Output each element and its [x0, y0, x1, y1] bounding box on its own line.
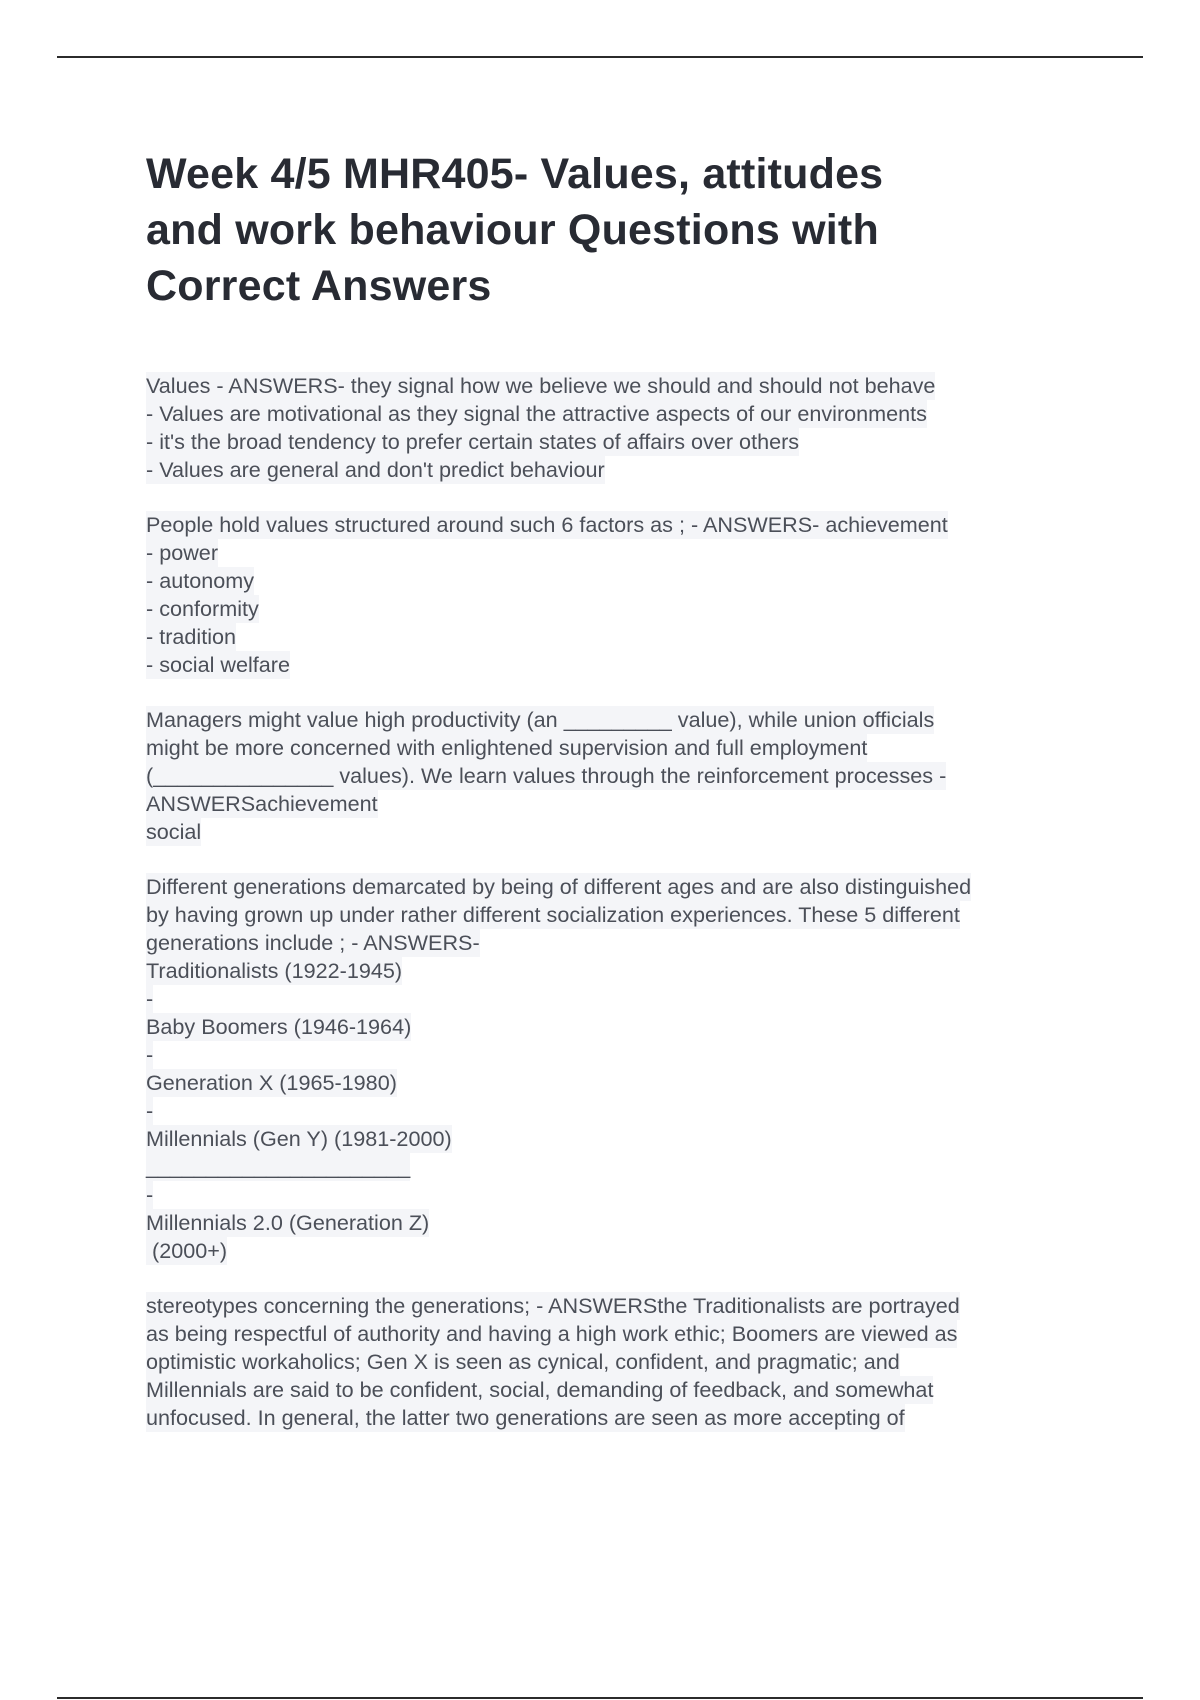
qa-line: - it's the broad tendency to prefer certain states of affairs over others	[146, 429, 800, 454]
qa-line: Millennials 2.0 (Generation Z)	[146, 1210, 430, 1235]
qa-item-managers-values	[146, 706, 1086, 846]
document-title	[146, 146, 1086, 314]
qa-item-value-factors	[146, 511, 1086, 679]
qa-line: - power	[146, 540, 219, 565]
qa-line: as being respectful of authority and having a high work ethic; Boomers are viewed as	[146, 1321, 958, 1346]
bottom-page-rule	[57, 1697, 1143, 1699]
qa-line: Baby Boomers (1946-1964)	[146, 1014, 412, 1039]
qa-line: People hold values structured around such 6 factors as ; - ANSWERS- achievement	[146, 512, 948, 537]
qa-line: - Values are motivational as they signal the attractive aspects of our environments	[146, 401, 927, 426]
qa-line: Different generations demarcated by being of different ages and are also distinguished	[146, 874, 972, 899]
title-line: and work behaviour Questions with	[146, 206, 879, 254]
qa-item-generations	[146, 873, 1086, 1265]
qa-line: Generation X (1965-1980)	[146, 1070, 397, 1095]
top-page-rule	[57, 56, 1143, 58]
qa-line: -	[146, 1098, 154, 1123]
qa-line: -	[146, 1182, 154, 1207]
qa-line: ANSWERSachievement	[146, 791, 378, 816]
qa-line: Millennials (Gen Y) (1981-2000)	[146, 1126, 452, 1151]
qa-line: ______________________	[146, 1154, 411, 1179]
qa-line: (2000+)	[146, 1238, 228, 1263]
qa-line: by having grown up under rather different socialization experiences. These 5 different	[146, 902, 960, 927]
qa-line: social	[146, 819, 202, 844]
qa-line: -	[146, 986, 154, 1011]
qa-line: stereotypes concerning the generations; - ANSWERSthe Traditionalists are portrayed	[146, 1293, 960, 1318]
qa-line: might be more concerned with enlightened supervision and full employment	[146, 735, 868, 760]
qa-line: Values - ANSWERS- they signal how we believe we should and should not behave	[146, 373, 936, 398]
qa-line: - autonomy	[146, 568, 255, 593]
qa-line: - social welfare	[146, 652, 291, 677]
qa-line: -	[146, 1042, 154, 1067]
qa-line: unfocused. In general, the latter two generations are seen as more accepting of	[146, 1405, 905, 1430]
title-line: Correct Answers	[146, 262, 492, 310]
qa-line: - conformity	[146, 596, 259, 621]
qa-line: (_______________ values). We learn values through the reinforcement processes -	[146, 763, 947, 788]
qa-item-generation-stereotypes	[146, 1292, 1086, 1432]
qa-line: optimistic workaholics; Gen X is seen as cynical, confident, and pragmatic; and	[146, 1349, 900, 1374]
qa-line: - tradition	[146, 624, 237, 649]
qa-item-values	[146, 372, 1086, 484]
qa-line: Millennials are said to be confident, social, demanding of feedback, and somewhat	[146, 1377, 934, 1402]
document-body	[146, 146, 1086, 1459]
qa-line: generations include ; - ANSWERS-	[146, 930, 480, 955]
title-line: Week 4/5 MHR405- Values, attitudes	[146, 150, 884, 198]
qa-list	[146, 372, 1086, 1432]
qa-line: - Values are general and don't predict behaviour	[146, 457, 605, 482]
qa-line: Managers might value high productivity (an _________ value), while union officials	[146, 707, 935, 732]
qa-line: Traditionalists (1922-1945)	[146, 958, 403, 983]
